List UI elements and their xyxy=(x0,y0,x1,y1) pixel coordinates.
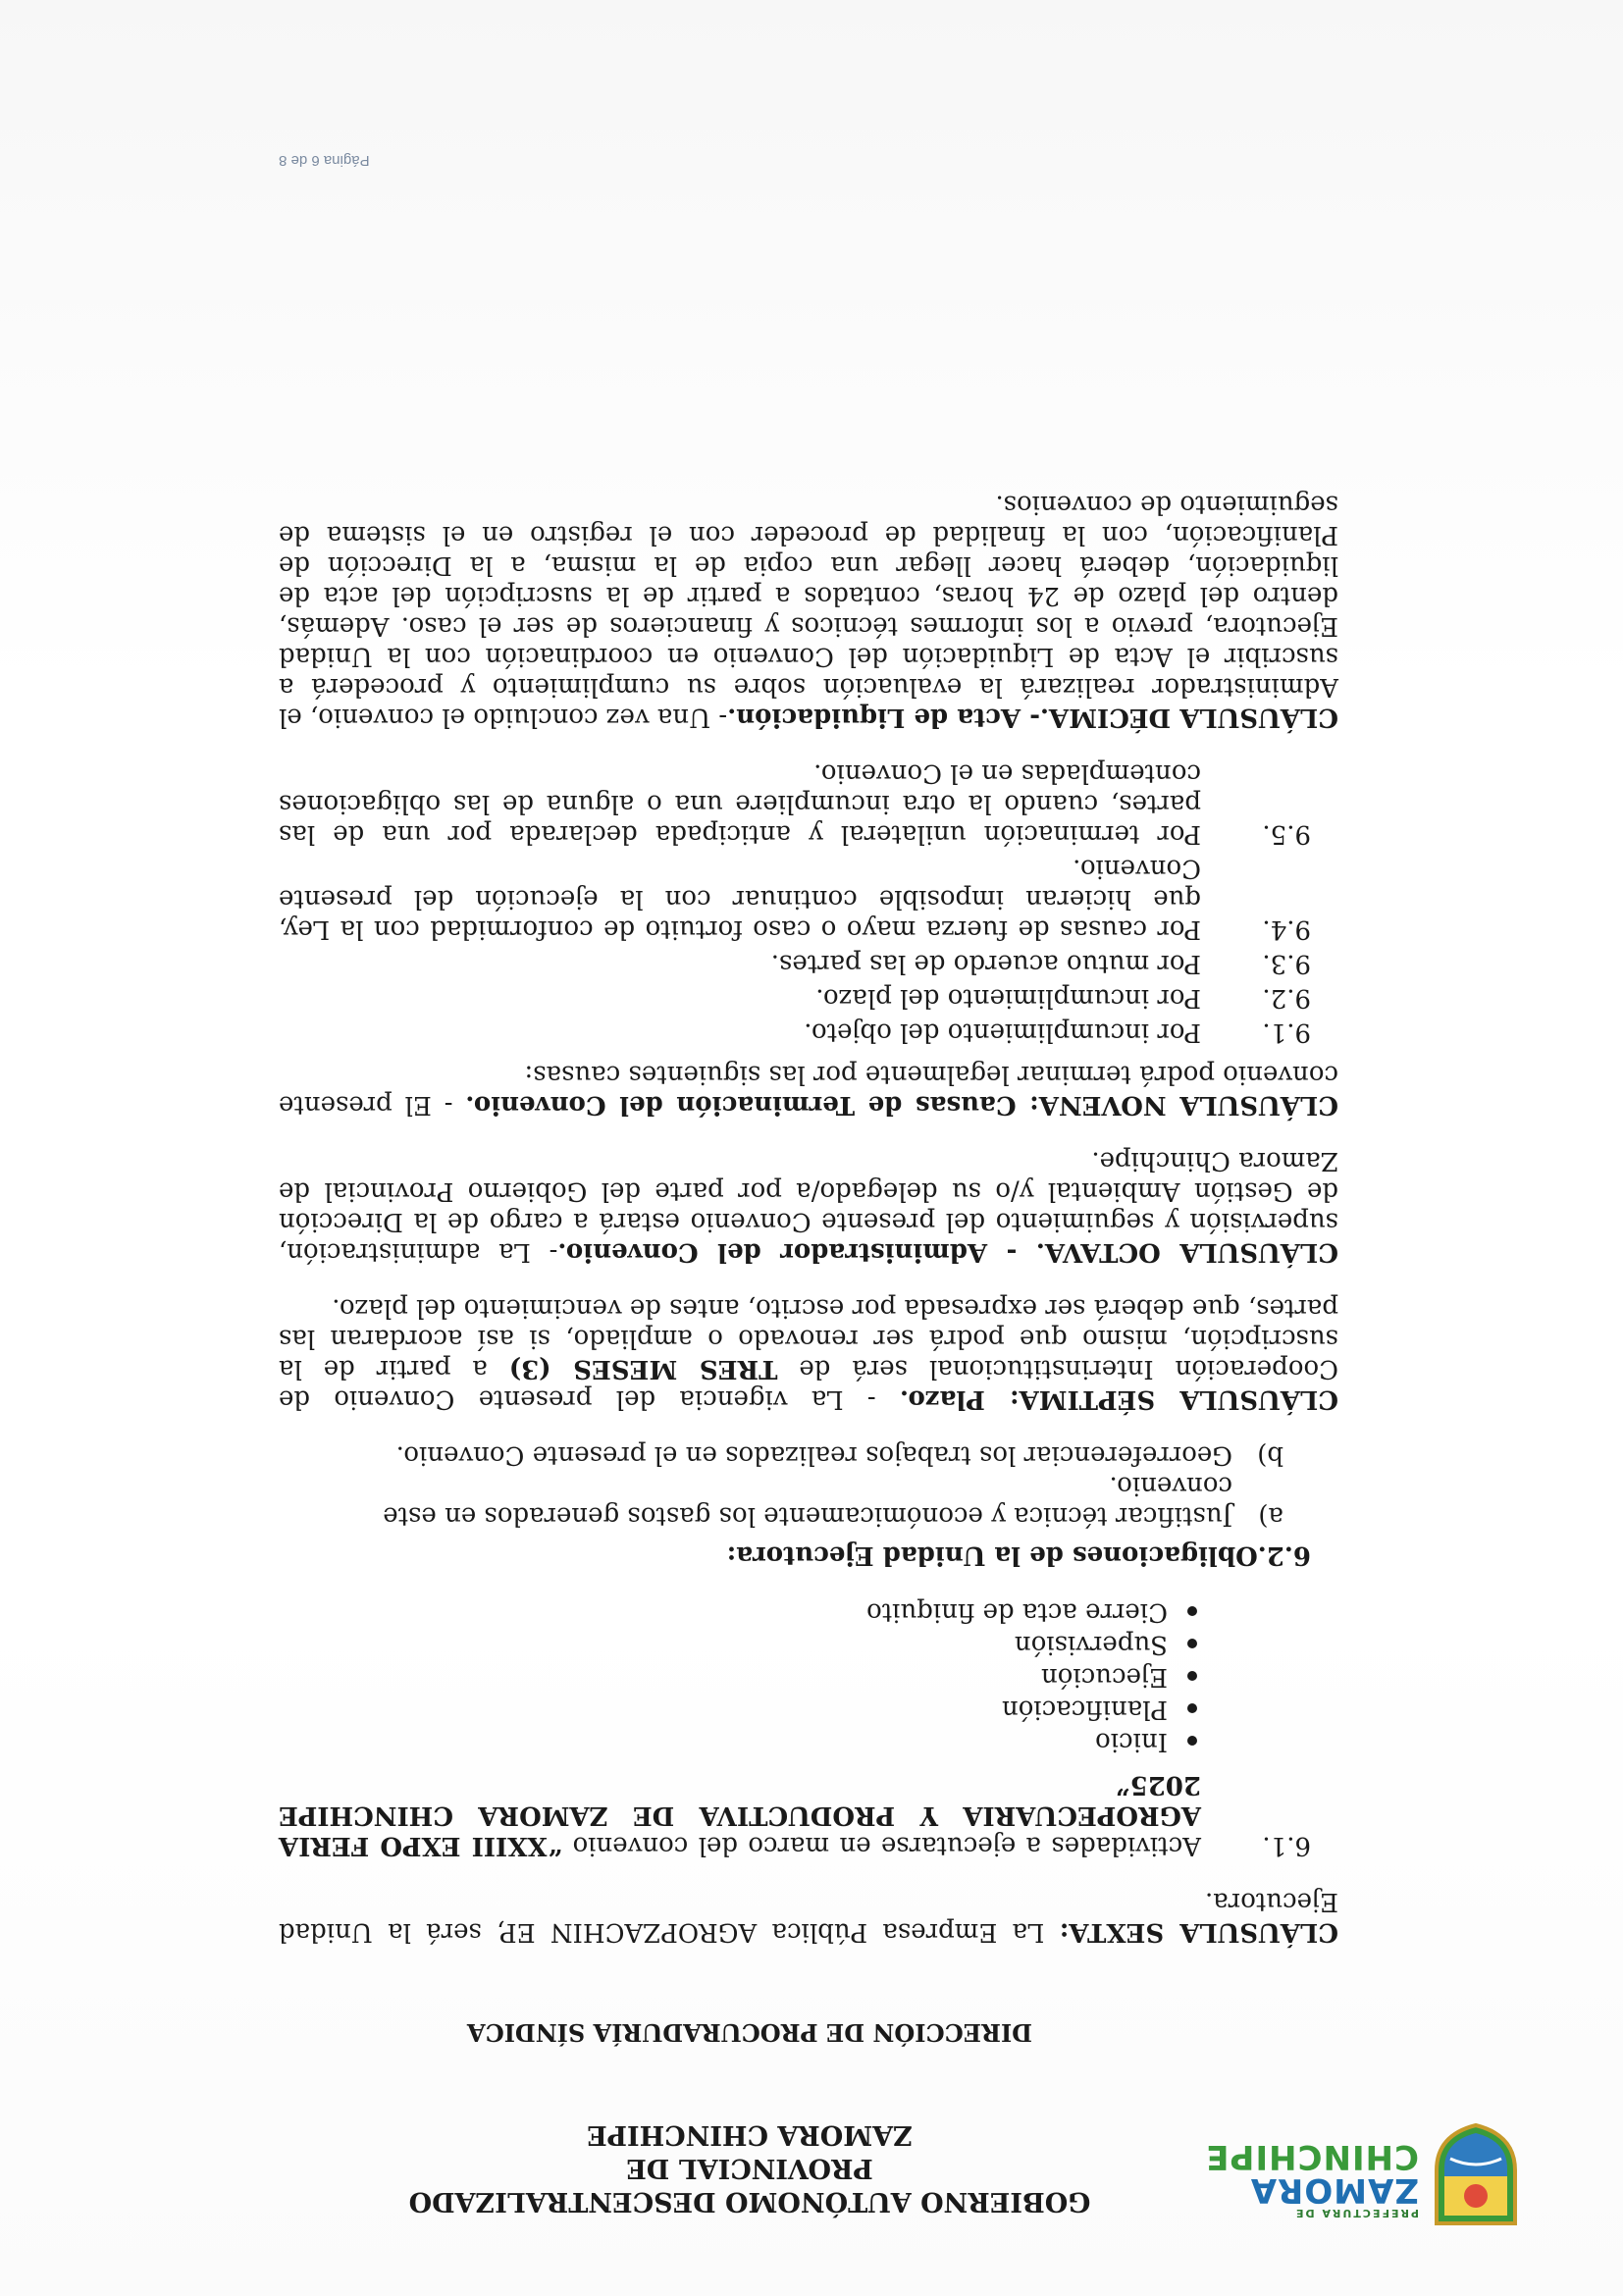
obligation-a-letter: a) xyxy=(1258,1501,1283,1531)
obligation-a-text: Justificar técnica y económicamente los gastos generados en este convenio. xyxy=(383,1471,1232,1531)
clause-eighth xyxy=(279,1145,1338,1267)
obligation-b-letter: b) xyxy=(1257,1440,1283,1470)
item-6-1 xyxy=(279,1769,1338,1860)
obligation-a xyxy=(279,1470,1311,1531)
cause-text: Por incumplimiento del plazo. xyxy=(815,983,1201,1013)
clause-sixth-head: CLÁUSULA SEXTA: xyxy=(1059,1917,1338,1947)
government-title xyxy=(377,2117,1123,2218)
list-item xyxy=(279,853,1338,944)
item-6-1-text xyxy=(279,1769,1201,1860)
clause-ninth xyxy=(279,1059,1338,1120)
list-item xyxy=(279,1017,1338,1047)
cause-number: 9.4. xyxy=(1262,914,1311,944)
list-item: Supervisión xyxy=(279,1628,1201,1660)
clause-tenth-head: CLÁUSULA DÉCIMA.- Acta de Liquidación. xyxy=(727,703,1338,732)
list-item: Ejecución xyxy=(279,1660,1201,1693)
brand-wordmark xyxy=(1183,2137,1419,2219)
gov-title-line-2: ZAMORA CHINCHIPE xyxy=(587,2119,913,2150)
clause-seventh-term: TRES MESES (3) xyxy=(508,1354,778,1383)
clause-tenth-body: - Una vez concluido el convenio, el Administrador realizará la evaluación sobre su cumplimiento y procederá a suscribir el Acta de Liquidación del Convenio en coordinación con la Unidad Ejecutora, previo a los informes técnicos y financieros de ser el caso. Además, dentro del plazo de 24 horas, contados a partir de la suscripción del acta de liquidación, deberá hacer llegar una copia de la misma, a la Dirección de Planificación, con la finalidad de proceder con el registro en el sistema de seguimiento de convenios. xyxy=(279,490,1338,732)
brand-line-1: ZAMORA xyxy=(1249,2170,1419,2210)
item-6-1-plain: Actividades a ejecutarse en marco del convenio xyxy=(562,1831,1201,1860)
list-item xyxy=(279,948,1338,978)
activities-list xyxy=(279,1595,1201,1757)
item-6-1-number: 6.1. xyxy=(1262,1831,1311,1860)
item-6-1-event-name: “XXIII EXPO FERIA AGROPECUARIA Y PRODUCTIVA DE ZAMORA CHINCHIPE 2025” xyxy=(279,1770,1201,1860)
coat-of-arms-icon xyxy=(1427,2121,1525,2231)
clause-seventh-head: CLÁUSULA SÉPTIMA: Plazo. xyxy=(899,1384,1338,1414)
clause-tenth xyxy=(279,489,1338,732)
cause-number: 9.1. xyxy=(1262,1018,1311,1047)
cause-number: 9.5. xyxy=(1262,819,1311,849)
obligation-b-text: Georreferenciar los trabajos realizados en el presente Convenio. xyxy=(395,1440,1232,1470)
brand-small: PREFECTURA DE xyxy=(1293,2207,1419,2219)
gov-title-line-1: GOBIERNO AUTÓNOMO DESCENTRALIZADO PROVINCIAL DE xyxy=(408,2153,1091,2217)
letterhead xyxy=(279,1947,1419,2241)
cause-text: Por mutuo acuerdo de las partes. xyxy=(770,949,1201,978)
cause-number: 9.3. xyxy=(1262,949,1311,978)
clause-sixth-body: La Empresa Pública AGROPZACHIN EP, será la Unidad Ejecutora. xyxy=(279,1887,1338,1947)
clause-ninth-body: - El presente convenio podrá terminar legalmente por las siguientes causas: xyxy=(279,1060,1338,1120)
clause-ninth-head: CLÁUSULA NOVENA: Causas de Terminación del Convenio. xyxy=(465,1090,1338,1120)
obligation-b xyxy=(279,1439,1311,1470)
clause-eighth-head: CLÁUSULA OCTAVA. - Administrador del Convenio. xyxy=(557,1237,1338,1267)
list-item xyxy=(279,757,1338,849)
list-item: Cierre acta de finiquito xyxy=(279,1595,1201,1628)
list-item xyxy=(279,982,1338,1013)
clause-eighth-body: - La administración, supervisión y seguimiento del presente Convenio estará a cargo de la Dirección de Gestión Ambiental y/o su delegado/a por parte del Gobierno Provincial de Zamora Chinchipe. xyxy=(279,1146,1338,1267)
list-item: Planificación xyxy=(279,1693,1201,1725)
cause-text: Por causas de fuerza mayo o caso fortuito de conformidad con la Ley, que hicieran imposible continuar con la ejecución del presente Convenio. xyxy=(279,854,1201,944)
brand-line-2: CHINCHIPE xyxy=(1205,2137,1419,2176)
page-number: Página 6 de 8 xyxy=(279,152,370,169)
termination-causes xyxy=(279,757,1338,1047)
cause-text: Por incumplimiento del objeto. xyxy=(804,1018,1201,1047)
list-item: Inicio xyxy=(279,1725,1201,1757)
clause-seventh xyxy=(279,1292,1338,1414)
item-6-2-title: 6.2.Obligaciones de la Unidad Ejecutora: xyxy=(726,1540,1311,1570)
department-title: DIRECCIÓN DE PROCURADURÍA SÍNDICA xyxy=(467,2018,1033,2047)
prefecture-logo xyxy=(1142,2089,1525,2231)
clause-sixth xyxy=(279,1886,1338,1947)
cause-text: Por terminación unilateral y anticipada declarada por una de las partes, cuando la otra incumpliere una o alguna de las obligaciones contempladas en el Convenio. xyxy=(279,758,1201,849)
clause-seventh-body-2: a partir de la suscripción, mismo que podrá ser renovado o ampliado, si así acordaran las partes, que deberá ser expresada por escrito, antes de vencimiento del plazo. xyxy=(279,1293,1338,1383)
page-content xyxy=(279,152,1419,2241)
cause-number: 9.2. xyxy=(1262,983,1311,1013)
clause-seventh-body-1: - La vigencia del presente Convenio de Cooperación Interinstitucional será de xyxy=(279,1354,1338,1414)
